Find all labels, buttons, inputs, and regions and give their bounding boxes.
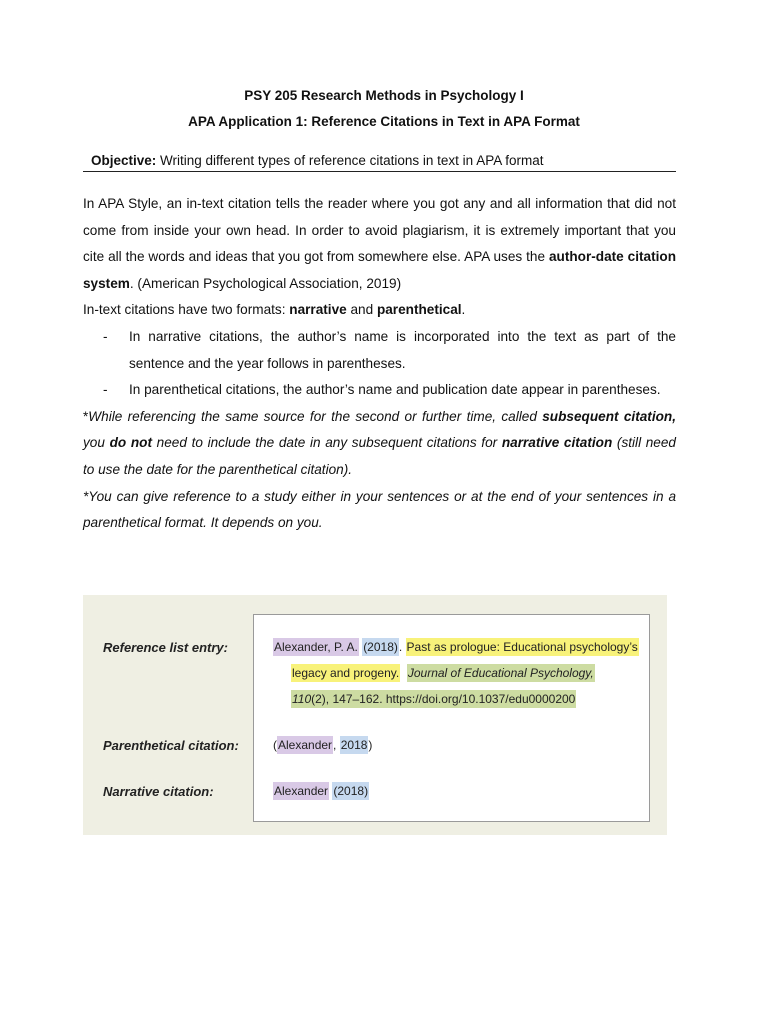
narrative-example xyxy=(273,784,369,798)
narrative-year: (2018) xyxy=(333,784,369,798)
objective-label: Objective: xyxy=(91,153,157,168)
intro-text: In APA Style, an in-text citation tells the reader where you got any and all information that did not come from inside your own head. In order to avoid plagiarism, it is extremely important that you cite all the words and ideas that you got from somewhere else. APA uses the xyxy=(83,196,676,265)
reference-entry-line xyxy=(291,692,576,706)
list-item-text: In narrative citations, the author’s name is incorporated into the text as part of the sentence and the year follows in parentheses. xyxy=(129,328,676,371)
paren-open: ( xyxy=(273,738,277,752)
note-reference-placement: *You can give reference to a study either in your sentences or at the end of your sentences in a parenthetical format. It depends on you. xyxy=(83,488,676,531)
note-text: (still need to use the date for the parenthetical citation). xyxy=(83,435,676,477)
narrative-author: Alexander xyxy=(274,784,329,798)
reference-list-label: Reference list entry: xyxy=(103,640,228,655)
reference-entry-line xyxy=(291,666,595,680)
note-bold: do not xyxy=(109,435,152,451)
paren-author: Alexander xyxy=(278,738,333,752)
note-bold: narrative citation xyxy=(501,435,613,451)
reference-issue-pages-doi: (2), 147–162. https://doi.org/10.1037/edu0000200 xyxy=(311,692,576,706)
reference-author: Alexander, P. A. xyxy=(274,640,358,654)
note-text: need to include the date in any subsequent citations for xyxy=(152,435,502,451)
list-item xyxy=(83,324,676,377)
formats-paragraph xyxy=(83,297,676,324)
formats-and: and xyxy=(346,302,377,318)
formats-end: . xyxy=(461,302,466,318)
bullet-dash: - xyxy=(103,328,108,344)
formats-narrative: narrative xyxy=(289,302,347,318)
parenthetical-label: Parenthetical citation: xyxy=(103,738,239,753)
note-text: you xyxy=(83,435,110,451)
reference-source xyxy=(291,690,576,708)
body-text xyxy=(83,191,676,537)
narrative-label: Narrative citation: xyxy=(103,784,214,799)
note-bold: subsequent citation, xyxy=(542,408,676,424)
reference-title: legacy and progeny. xyxy=(292,666,400,680)
objective-text: Writing different types of reference citations in text in APA format xyxy=(156,153,544,168)
intro-citation: . (American Psychological Association, 2019) xyxy=(129,275,402,291)
paren-comma: , xyxy=(333,738,340,752)
reference-title: Past as prologue: Educational psychology’s xyxy=(406,640,638,654)
bullet-dash: - xyxy=(103,382,108,398)
paren-close: ) xyxy=(368,738,373,752)
reference-volume: 110 xyxy=(292,692,312,706)
note-subsequent-citation xyxy=(83,404,676,484)
intro-paragraph xyxy=(83,191,676,297)
list-item xyxy=(83,377,676,404)
intro-bold: author-date citation system xyxy=(83,249,676,291)
reference-entry-line xyxy=(273,640,639,654)
objective-line xyxy=(83,153,676,172)
note-asterisk: * xyxy=(83,408,89,424)
paren-year: 2018 xyxy=(340,738,368,752)
reference-date: (2018) xyxy=(363,640,398,654)
parenthetical-example xyxy=(273,738,372,752)
reference-journal: Journal of Educational Psychology, xyxy=(407,666,594,680)
course-title: PSY 205 Research Methods in Psychology I xyxy=(244,88,524,103)
formats-text: In-text citations have two formats: xyxy=(83,302,290,318)
format-list xyxy=(83,324,676,404)
reference-separator: . xyxy=(398,640,406,654)
assignment-title: APA Application 1: Reference Citations in Text in APA Format xyxy=(188,114,580,129)
note-text: While referencing the same source for the second or further time, called xyxy=(88,408,543,424)
list-item-text: In parenthetical citations, the author’s name and publication date appear in parentheses. xyxy=(129,382,661,398)
formats-parenthetical: parenthetical xyxy=(376,302,462,318)
